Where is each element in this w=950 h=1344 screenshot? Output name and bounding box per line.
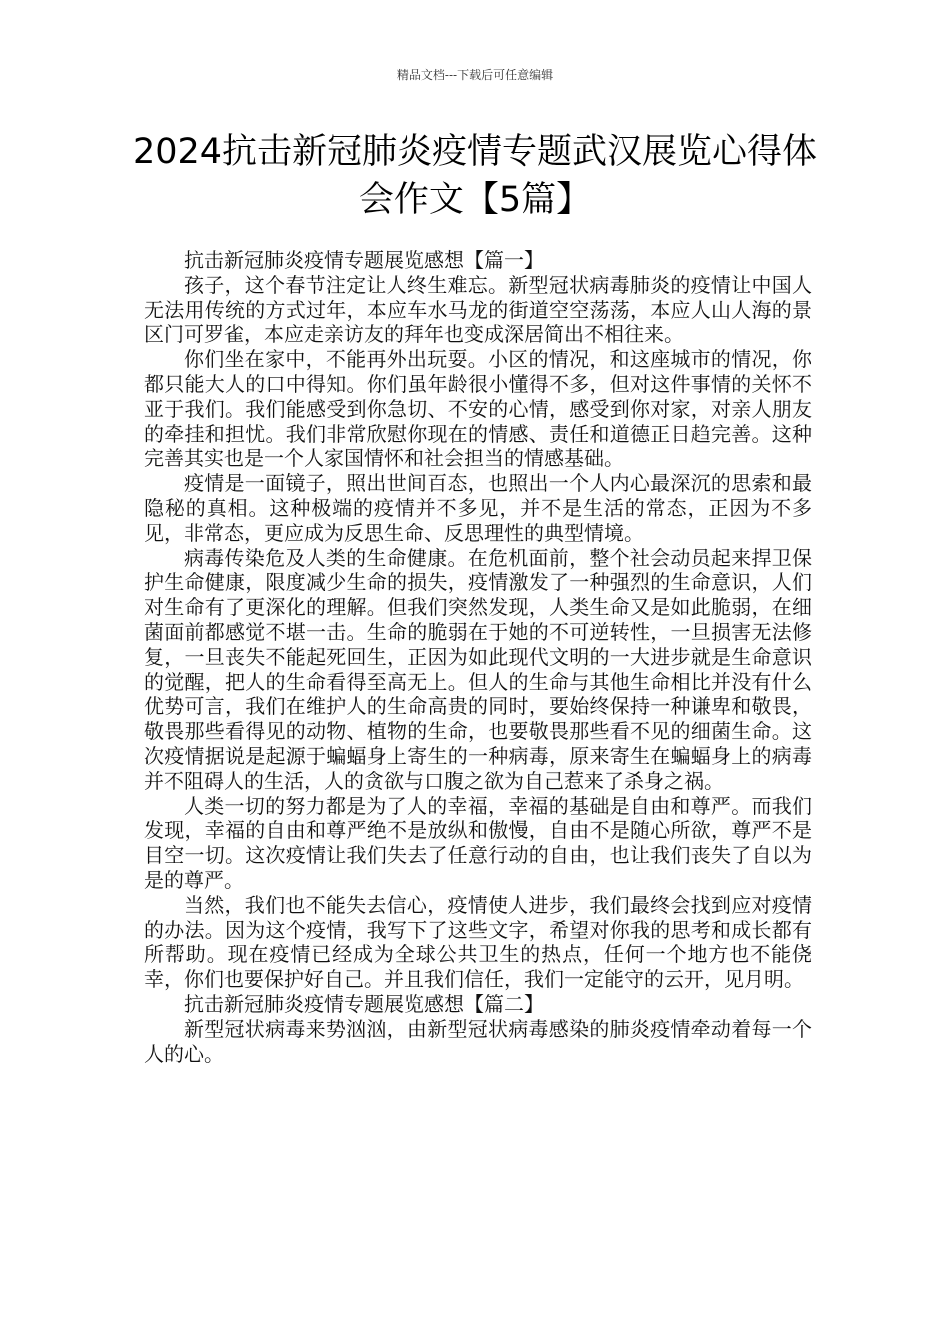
page-title: 2024抗击新冠肺炎疫情专题武汉展览心得体会作文【5篇】 — [132, 132, 818, 220]
paragraph: 你们坐在家中，不能再外出玩耍。小区的情况，和这座城市的情况，你都只能大人的口中得知。你们虽年龄很小懂得不多，但对这件事情的关怀不亚于我们。我们能感受到你急切、不安的心情，感受到你对家，对亲人朋友的牵挂和担忧。我们非常欣慰你现在的情感、责任和道德正日趋完善。这种完善其实也是一个人家国情怀和社会担当的情感基础。 — [144, 347, 812, 471]
paragraph: 当然，我们也不能失去信心，疫情使人进步，我们最终会找到应对疫情的办法。因为这个疫情，我写下了这些文字，希望对你我的思考和成长都有所帮助。现在疫情已经成为全球公共卫生的热点，任何一个地方也不能侥幸，你们也要保护好自己。并且我们信任，我们一定能守的云开，见月明。 — [144, 892, 812, 992]
paragraph: 新型冠状病毒来势汹汹，由新型冠状病毒感染的肺炎疫情牵动着每一个人的心。 — [144, 1016, 812, 1066]
section-heading-1: 抗击新冠肺炎疫情专题展览感想【篇一】 — [184, 248, 544, 272]
paragraph: 病毒传染危及人类的生命健康。在危机面前，整个社会动员起来捍卫保护生命健康，限度减少生命的损失，疫情激发了一种强烈的生命意识，人们对生命有了更深化的理解。但我们突然发现，人类生命又是如此脆弱，在细菌面前都感觉不堪一击。生命的脆弱在于她的不可逆转性，一旦损害无法修复，一旦丧失不能起死回生，正因为如此现代文明的一大进步就是生命意识的觉醒，把人的生命看得至高无上。但人的生命与其他生命相比并没有什么优势可言，我们在维护人的生命高贵的同时，要始终保持一种谦卑和敬畏，敬畏那些看得见的动物、植物的生命，也要敬畏那些看不见的细菌生命。这次疫情据说是起源于蝙蝠身上寄生的一种病毒，原来寄生在蝙蝠身上的病毒并不阻碍人的生活，人的贪欲与口腹之欲为自己惹来了杀身之祸。 — [144, 545, 812, 793]
article-body — [144, 248, 812, 1066]
section-heading-2: 抗击新冠肺炎疫情专题展览感想【篇二】 — [184, 991, 544, 1016]
paragraph: 疫情是一面镜子，照出世间百态，也照出一个人内心最深沉的思索和最隐秘的真相。这种极端的疫情并不多见，并不是生活的常态，正因为不多见，非常态，更应成为反思生命、反思理性的典型情境。 — [144, 471, 812, 545]
paragraph: 人类一切的努力都是为了人的幸福，幸福的基础是自由和尊严。而我们发现，幸福的自由和尊严绝不是放纵和傲慢，自由不是随心所欲，尊严不是目空一切。这次疫情让我们失去了任意行动的自由，也让我们丧失了自以为是的尊严。 — [144, 793, 812, 892]
header-note: 精品文档---下载后可任意编辑 — [396, 68, 554, 82]
paragraph: 孩子，这个春节注定让人终生难忘。新型冠状病毒肺炎的疫情让中国人无法用传统的方式过年，本应车水马龙的街道空空荡荡，本应人山人海的景区门可罗雀，本应走亲访友的拜年也变成深居简出不相往来。 — [144, 272, 812, 347]
